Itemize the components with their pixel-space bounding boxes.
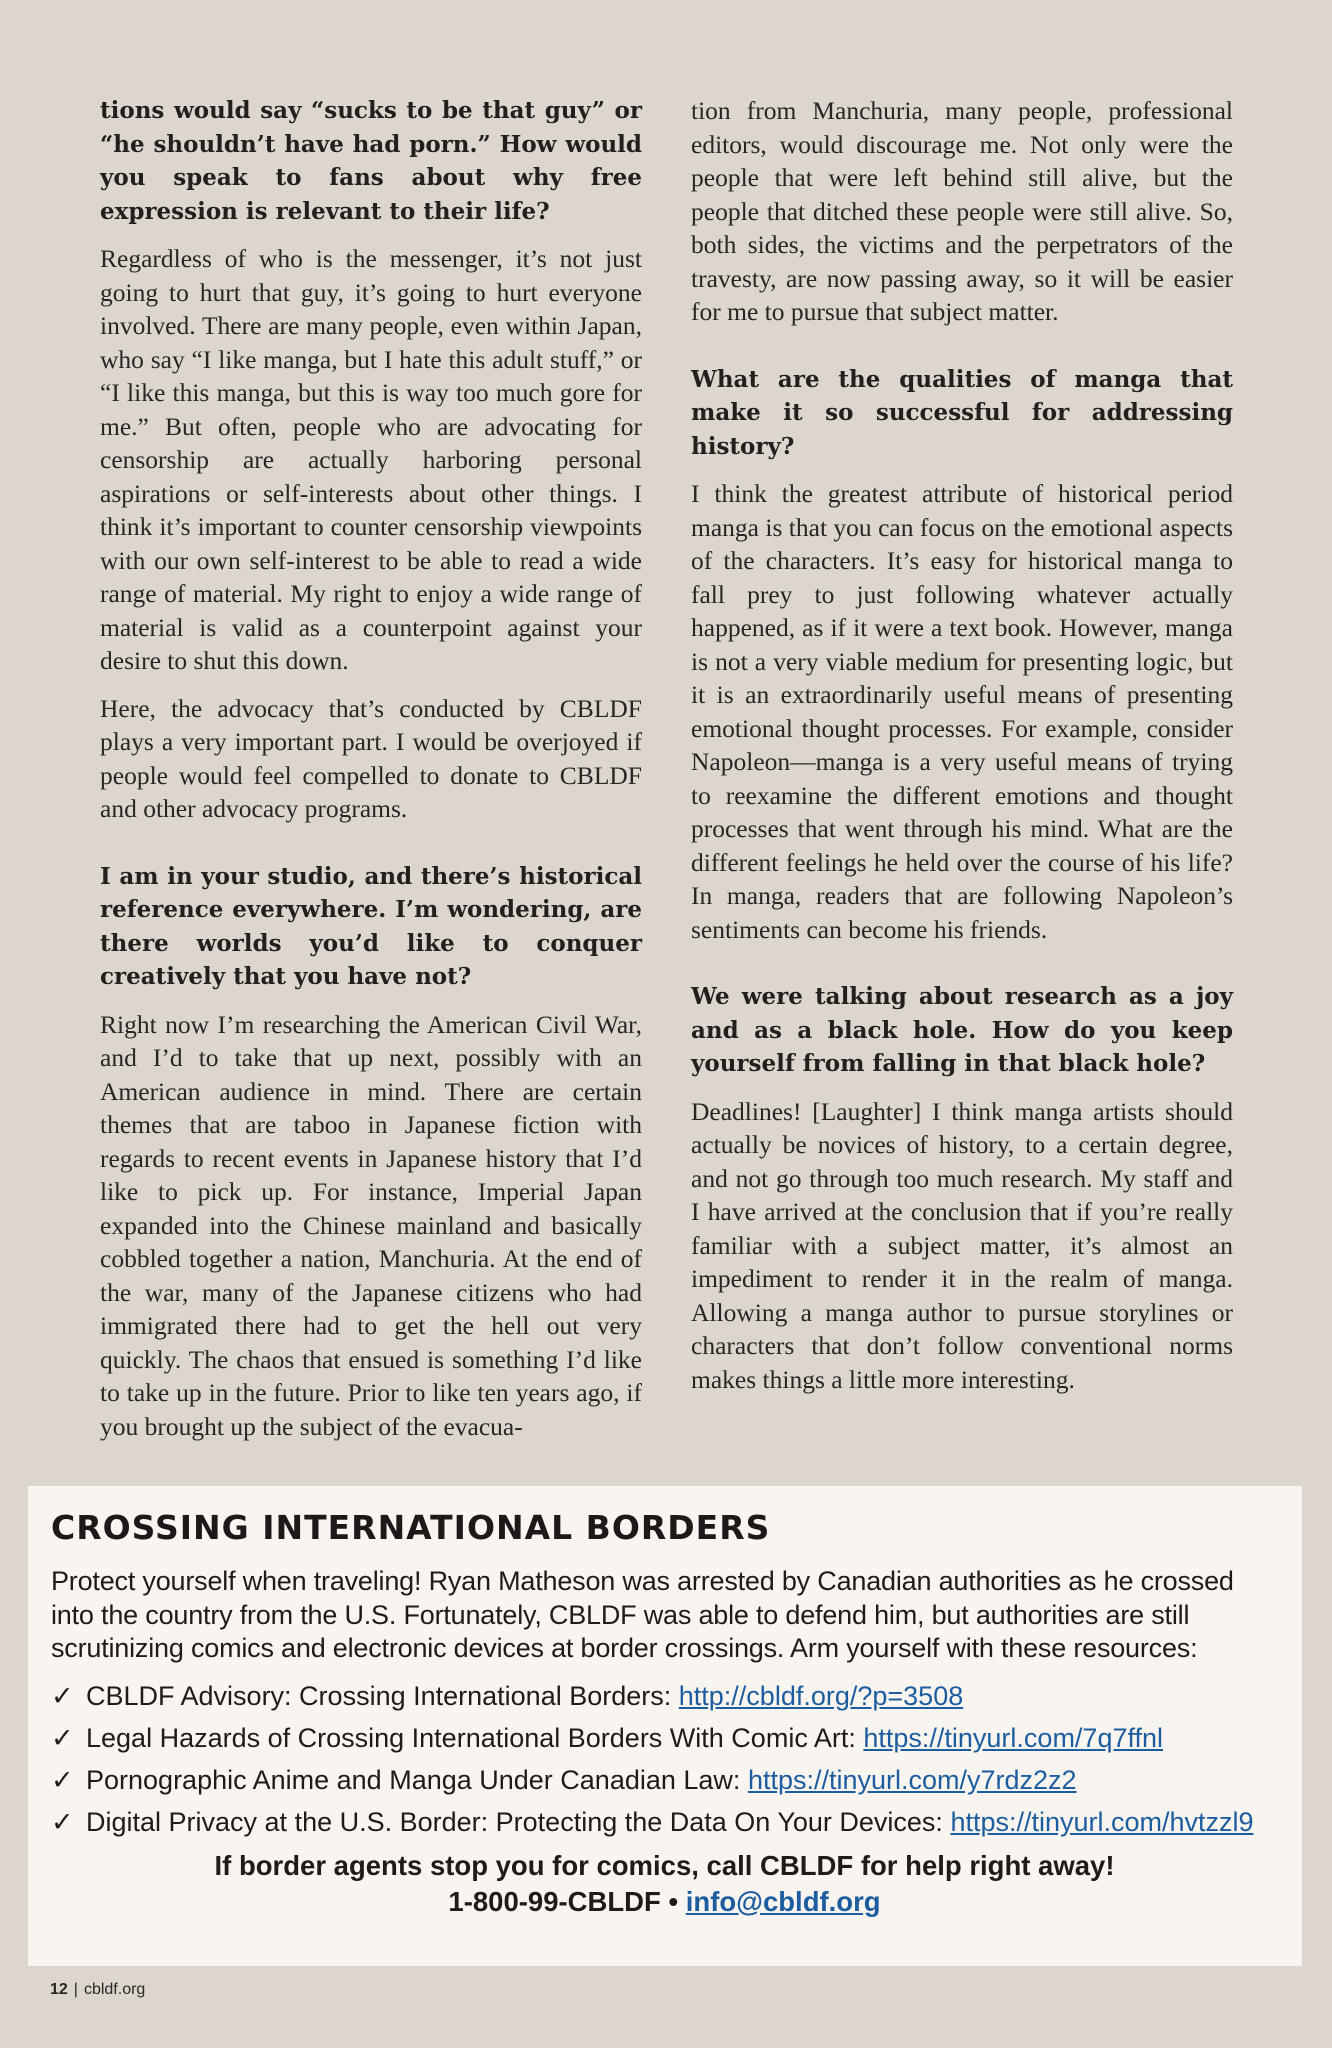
- checkmark-icon: ✓: [51, 1806, 74, 1837]
- answer-paragraph: tion from Manchuria, many people, professional editors, would discourage me. Not only were the people that were left behind still alive, but the people that ditched these people were still alive. So, both sides, the victims and the perpetrators of the travesty, are now passing away, so it will be easier for me to pursue that subject matter.: [691, 96, 1233, 326]
- resource-label: Pornographic Anime and Manga Under Canadian Law:: [86, 1764, 741, 1795]
- footer-separator: |: [73, 1981, 78, 1998]
- resource-list: [51, 1680, 1278, 1839]
- article-column-right: [691, 94, 1233, 1410]
- page-footer: [50, 1981, 145, 1999]
- checkmark-icon: ✓: [51, 1680, 74, 1711]
- resource-link[interactable]: https://tinyurl.com/7q7ffnl: [863, 1722, 1164, 1753]
- resource-label: Digital Privacy at the U.S. Border: Protecting the Data On Your Devices:: [86, 1806, 943, 1837]
- answer-paragraph: I think the greatest attribute of historical period manga is that you can focus on the emotional aspects of the characters. It’s easy for historical manga to fall prey to just following whatever actually happened, as if it were a text book. However, manga is not a very viable medium for presenting logic, but it is an extraordinarily useful means of presenting emotional thought processes. For example, consider Napoleon—manga is a very useful means of trying to reexamine the different emotions and thought processes that went through his mind. What are the different feelings he held over the course of his life? In manga, readers that are following Napoleon’s sentiments can become his friends.: [691, 479, 1233, 944]
- sidebar-title: CROSSING INTERNATIONAL BORDERS: [51, 1508, 771, 1547]
- article-column-left: [100, 94, 642, 1457]
- resource-item: [51, 1680, 1278, 1713]
- checkmark-icon: ✓: [51, 1764, 74, 1795]
- email-link[interactable]: info@cbldf.org: [685, 1885, 881, 1917]
- question-paragraph: tions would say “sucks to be that guy” or “he shouldn’t have had porn.” How would you speak to fans about why free expression is relevant to their life?: [100, 97, 642, 225]
- answer-paragraph: Deadlines! [Laughter] I think manga artists should actually be novices of history, to a certain degree, and not go through too much research. My staff and I have arrived at the conclusion that if you’re really familiar with a subject matter, it’s almost an impediment to render it in the realm of manga. Allowing a manga author to pursue storylines or characters that don’t follow conventional norms makes things a little more interesting.: [691, 1096, 1233, 1394]
- resource-item: [51, 1806, 1278, 1839]
- resource-label: Legal Hazards of Crossing International Borders With Comic Art:: [86, 1722, 856, 1753]
- contact-line: [51, 1884, 1278, 1920]
- bullet-separator: •: [668, 1885, 679, 1917]
- phone-number: 1-800-99-CBLDF: [448, 1885, 661, 1917]
- resource-link[interactable]: http://cbldf.org/?p=3508: [678, 1680, 964, 1711]
- resource-item: [51, 1764, 1278, 1797]
- answer-paragraph: Here, the advocacy that’s conducted by CBLDF plays a very important part. I would be overjoyed if people would feel compelled to donate to CBLDF and other advocacy programs.: [100, 693, 642, 823]
- resource-link[interactable]: https://tinyurl.com/hvtzzl9: [950, 1806, 1254, 1837]
- resource-item: [51, 1722, 1278, 1755]
- question-paragraph: I am in your studio, and there’s historical reference everywhere. I’m wondering, are there worlds you’d like to conquer creatively that you have not?: [100, 862, 642, 990]
- answer-paragraph: Right now I’m researching the American Civil War, and I’d to take that up next, possibly with an American audience in mind. There are certain themes that are taboo in Japanese fiction with regards to recent events in Japanese history that I’d like to pick up. For instance, Imperial Japan expanded into the Chinese mainland and basically cobbled together a nation, Manchuria. At the end of the war, many of the Japanese citizens who had immigrated there had to get the hell out very quickly. The chaos that ensued is something I’d like to take up in the future. Prior to like ten years ago, if you brought up the subject of the evacua-: [100, 1009, 642, 1441]
- border-resources-sidebar: [28, 1486, 1302, 1966]
- page-number: 12: [50, 1981, 68, 1998]
- help-callout: [51, 1848, 1278, 1920]
- resource-label: CBLDF Advisory: Crossing International Borders:: [86, 1680, 672, 1711]
- sidebar-intro: Protect yourself when traveling! Ryan Matheson was arrested by Canadian authorities as he crossed into the country from the U.S. Fortunately, CBLDF was able to defend him, but authorities are still scrutinizing comics and electronic devices at border crossings. Arm yourself with these resources:: [51, 1566, 1234, 1663]
- question-paragraph: We were talking about research as a joy and as a black hole. How do you keep yourself from falling in that black hole?: [691, 983, 1233, 1077]
- help-callout-text: If border agents stop you for comics, call CBLDF for help right away!: [214, 1849, 1115, 1881]
- checkmark-icon: ✓: [51, 1722, 74, 1753]
- question-paragraph: What are the qualities of manga that make it so successful for addressing history?: [691, 365, 1233, 460]
- footer-site: cbldf.org: [83, 1981, 146, 1998]
- answer-paragraph: Regardless of who is the messenger, it’s not just going to hurt that guy, it’s going to hurt everyone involved. There are many people, even within Japan, who say “I like manga, but I hate this adult stuff,” or “I like this manga, but this is way too much gore for me.” But often, people who are advocating for censorship are actually harboring personal aspirations or self-interests about other things. I think it’s important to counter censorship viewpoints with our own self-interest to be able to read a wide range of material. My right to enjoy a wide range of material is valid as a counterpoint against your desire to shut this down.: [100, 244, 642, 675]
- resource-link[interactable]: https://tinyurl.com/y7rdz2z2: [747, 1764, 1077, 1795]
